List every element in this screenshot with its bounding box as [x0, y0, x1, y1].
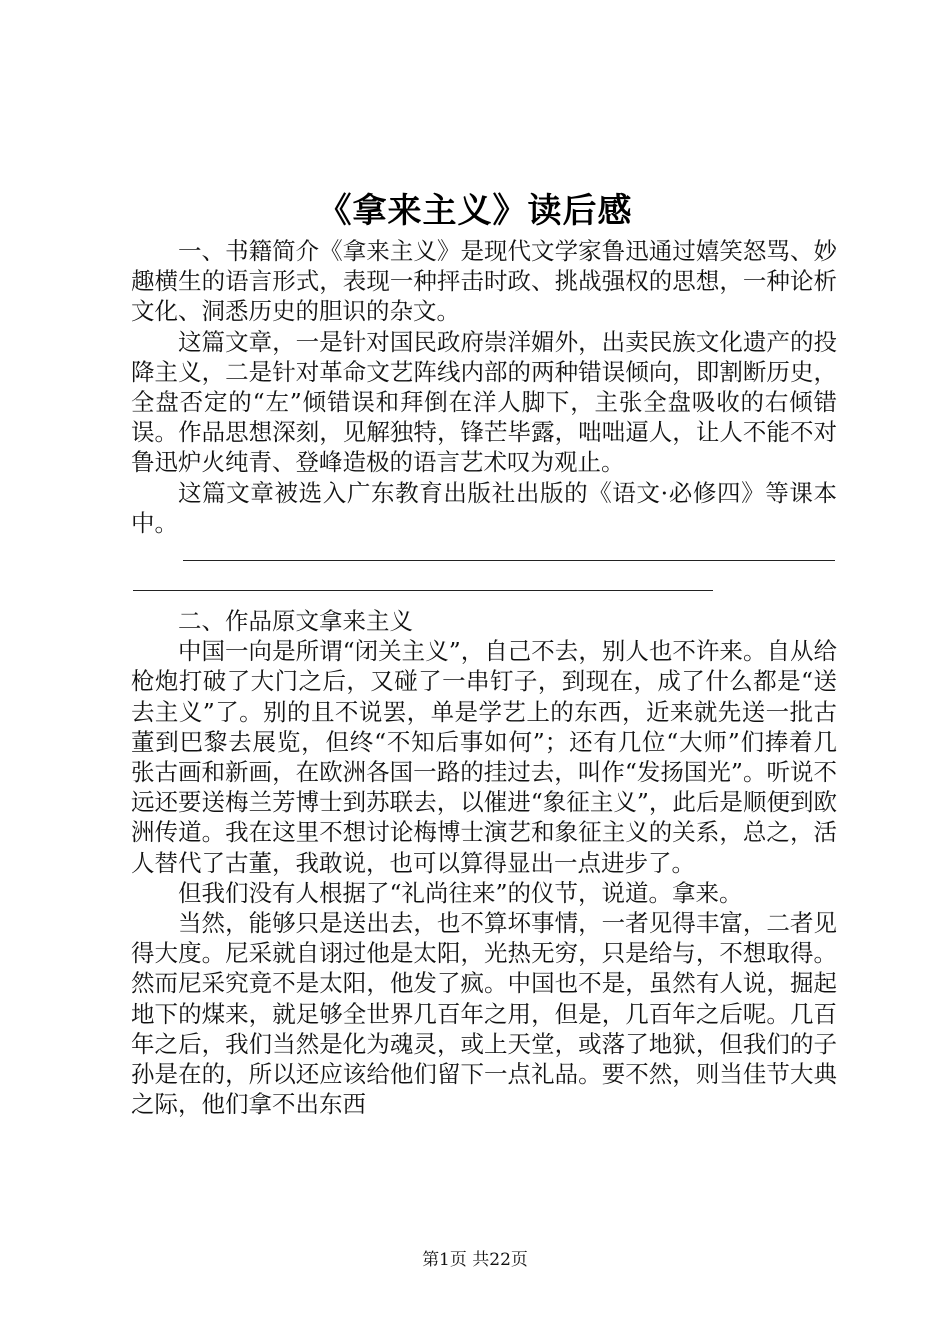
- divider-line: [133, 590, 713, 591]
- page-footer: 第1页 共22页: [422, 1250, 528, 1270]
- body-paragraph: 中国一向是所谓“闭关主义”，自己不去，别人也不许来。自从给枪炮打破了大门之后，又碰了一串钉子，到现在，成了什么都是“送去主义”了。别的且不说罢，单是学艺上的东西，近来就先送一批古董到巴黎去展览，但终“不知后事如何”；还有几位“大师”们捧着几张古画和新画，在欧洲各国一路的挂过去，叫作“发扬国光”。听说不远还要送梅兰芳博士到苏联去，以催进“象征主义”，此后是顺便到欧洲传道。我在这里不想讨论梅博士演艺和象征主义的关系，总之，活人替代了古董，我敢说，也可以算得显出一点进步了。: [131, 637, 837, 877]
- section-heading: 二、作品原文拿来主义: [178, 607, 413, 636]
- intro-paragraph: 一、书籍简介《拿来主义》是现代文学家鲁迅通过嬉笑怒骂、妙趣横生的语言形式，表现一种抨击时政、挑战强权的思想，一种论析文化、洞悉历史的胆识的杂文。: [131, 237, 837, 326]
- body-paragraph: 当然，能够只是送出去，也不算坏事情，一者见得丰富，二者见得大度。尼采就自诩过他是太阳，光热无穷，只是给与，不想取得。然而尼采究竟不是太阳，他发了疯。中国也不是，虽然有人说，掘起地下的煤来，就足够全世界几百年之用，但是，几百年之后呢。几百年之后，我们当然是化为魂灵，或上天堂，或落了地狱，但我们的子孙是在的，所以还应该给他们留下一点礼品。要不然，则当佳节大典之际，他们拿不出东西: [131, 909, 837, 1119]
- section-divider: [131, 538, 837, 598]
- document-title: 《拿来主义》读后感: [317, 191, 633, 231]
- intro-paragraph: 这篇文章，一是针对国民政府崇洋媚外，出卖民族文化遗产的投降主义，二是针对革命文艺阵线内部的两种错误倾向，即割断历史，全盘否定的“左”倾错误和拜倒在洋人脚下，主张全盘吸收的右倾错误。作品思想深刻，见解独特，锋芒毕露，咄咄逼人，让人不能不对鲁迅炉火纯青、登峰造极的语言艺术叹为观止。: [131, 327, 837, 477]
- document-body: [131, 236, 837, 1119]
- body-paragraph: 但我们没有人根据了“礼尚往来”的仪节，说道。拿来。: [178, 878, 743, 907]
- divider-line: [183, 560, 835, 561]
- intro-paragraph: 这篇文章被选入广东教育出版社出版的《语文·必修四》等课本中。: [131, 478, 837, 537]
